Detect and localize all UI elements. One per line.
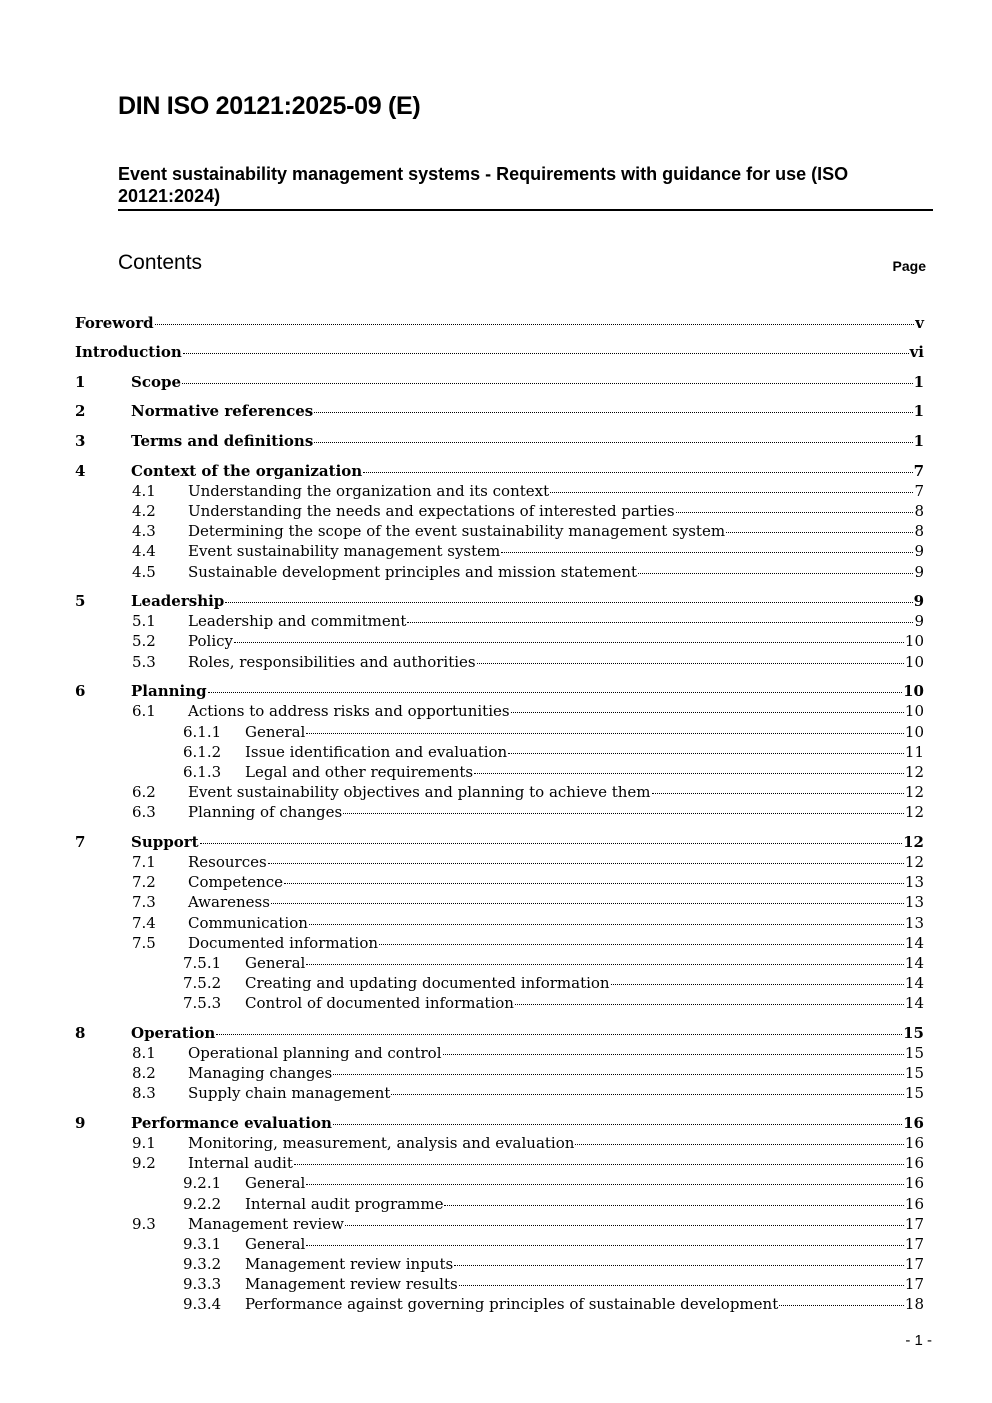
toc-entry[interactable]: [132, 1043, 924, 1063]
toc-entry-page: 12: [904, 803, 924, 821]
toc-entry-number: 9.3.3: [183, 1275, 222, 1293]
toc-entry[interactable]: [183, 1194, 924, 1214]
toc-entry-number: 7.5: [132, 934, 156, 952]
toc-entry[interactable]: [75, 313, 924, 333]
toc-dot-leader: [309, 923, 904, 925]
toc-entry-page: v: [915, 314, 924, 332]
toc-entry-number: 9.3.2: [183, 1255, 222, 1273]
toc-entry-page: 15: [903, 1024, 924, 1042]
toc-entry-page: 8: [914, 522, 924, 540]
toc-entry-page: 16: [904, 1174, 924, 1192]
toc-entry[interactable]: [132, 701, 924, 721]
toc-entry-label: Normative references: [131, 402, 314, 420]
toc-entry-page: 10: [904, 702, 924, 720]
toc-entry-page: 9: [914, 612, 924, 630]
toc-entry-number: 7.3: [132, 893, 156, 911]
toc-entry-number: 8.1: [132, 1044, 156, 1062]
toc-entry-label: Planning: [131, 682, 207, 700]
toc-entry-label: Terms and definitions: [131, 432, 314, 450]
toc-entry-page: 1: [913, 402, 924, 420]
toc-entry-label: Performance against governing principles of sustainable development: [245, 1295, 779, 1313]
toc-entry-label: Awareness: [188, 893, 270, 911]
toc-entry-number: 9.3.1: [183, 1235, 222, 1253]
toc-entry-number: 9: [75, 1114, 86, 1132]
toc-entry-label: Leadership and commitment: [188, 612, 407, 630]
toc-dot-leader: [208, 691, 903, 693]
toc-entry-page: 12: [904, 763, 924, 781]
toc-entry[interactable]: [75, 591, 924, 611]
toc-entry-label: Policy: [188, 632, 233, 650]
toc-entry-page: 11: [904, 743, 924, 761]
toc-entry[interactable]: [132, 652, 924, 672]
toc-dot-leader: [508, 752, 904, 754]
toc-dot-leader: [407, 621, 913, 623]
toc-entry[interactable]: [132, 1214, 924, 1234]
toc-entry-label: Monitoring, measurement, analysis and evaluation: [188, 1134, 575, 1152]
toc-entry-label: Communication: [188, 914, 308, 932]
toc-entry-page: 1: [913, 432, 924, 450]
toc-dot-leader: [306, 732, 904, 734]
toc-entry[interactable]: [75, 1113, 924, 1133]
toc-entry-label: Understanding the needs and expectations of interested parties: [188, 502, 675, 520]
toc-entry-page: 9: [914, 542, 924, 560]
toc-dot-leader: [333, 1123, 902, 1125]
toc-entry-label: Supply chain management: [188, 1084, 391, 1102]
toc-entry-number: 7.5.3: [183, 994, 222, 1012]
toc-entry-label: Operational planning and control: [188, 1044, 442, 1062]
toc-entry-label: Documented information: [188, 934, 379, 952]
toc-entry-page: 18: [904, 1295, 924, 1313]
toc-entry-number: 6.1.2: [183, 743, 222, 761]
toc-entry[interactable]: [183, 722, 924, 742]
toc-dot-leader: [444, 1204, 903, 1206]
toc-entry-number: 9.2: [132, 1154, 156, 1172]
toc-entry[interactable]: [132, 782, 924, 802]
toc-dot-leader: [652, 792, 904, 794]
toc-entry-number: 9.2.1: [183, 1174, 222, 1192]
toc-dot-leader: [314, 411, 912, 413]
toc-dot-leader: [379, 943, 904, 945]
toc-entry-number: 7: [75, 833, 86, 851]
toc-entry-page: 10: [904, 723, 924, 741]
toc-entry-page: 15: [904, 1064, 924, 1082]
toc-entry-label: Management review results: [245, 1275, 458, 1293]
toc-entry[interactable]: [75, 342, 924, 362]
toc-entry-page: 14: [904, 934, 924, 952]
toc-entry-label: Internal audit programme: [245, 1195, 444, 1213]
toc-dot-leader: [779, 1304, 904, 1306]
toc-entry-page: 13: [904, 873, 924, 891]
toc-entry[interactable]: [132, 1153, 924, 1173]
toc-entry-number: 8.2: [132, 1064, 156, 1082]
toc-entry-number: 4: [75, 462, 86, 480]
toc-entry-label: Competence: [188, 873, 284, 891]
toc-dot-leader: [306, 1183, 904, 1185]
toc-dot-leader: [306, 1244, 904, 1246]
toc-entry[interactable]: [132, 481, 924, 501]
toc-entry[interactable]: [132, 892, 924, 912]
toc-entry[interactable]: [183, 1254, 924, 1274]
toc-dot-leader: [268, 862, 904, 864]
toc-entry-page: 17: [904, 1235, 924, 1253]
toc-entry-label: General: [245, 954, 306, 972]
toc-entry-number: 7.2: [132, 873, 156, 891]
toc-entry-number: 9.1: [132, 1134, 156, 1152]
toc-entry-number: 6.3: [132, 803, 156, 821]
toc-entry-label: Determining the scope of the event sustainability management system: [188, 522, 726, 540]
contents-heading: Contents: [118, 251, 203, 274]
toc-dot-leader: [183, 352, 909, 354]
toc-entry-number: 8: [75, 1024, 86, 1042]
toc-entry-label: Scope: [131, 373, 182, 391]
toc-entry-page: 13: [904, 893, 924, 911]
toc-entry-page: 12: [904, 783, 924, 801]
toc-entry-number: 1: [75, 373, 86, 391]
toc-entry-page: vi: [909, 343, 924, 361]
toc-entry-number: 2: [75, 402, 86, 420]
toc-entry-page: 17: [904, 1255, 924, 1273]
toc-entry-number: 6.2: [132, 783, 156, 801]
toc-dot-leader: [391, 1093, 903, 1095]
toc-entry-label: General: [245, 1235, 306, 1253]
toc-entry-number: 5.1: [132, 612, 156, 630]
toc-entry-label: Creating and updating documented information: [245, 974, 610, 992]
toc-entry-number: 4.5: [132, 563, 156, 581]
toc-dot-leader: [216, 1033, 902, 1035]
toc-entry-page: 16: [904, 1154, 924, 1172]
toc-dot-leader: [294, 1163, 904, 1165]
toc-dot-leader: [726, 531, 913, 533]
toc-entry-label: Planning of changes: [188, 803, 343, 821]
toc-entry-label: Actions to address risks and opportunities: [188, 702, 510, 720]
toc-entry-number: 3: [75, 432, 86, 450]
toc-dot-leader: [271, 902, 904, 904]
toc-entry-number: 8.3: [132, 1084, 156, 1102]
toc-entry-page: 7: [913, 462, 924, 480]
toc-entry-page: 15: [904, 1084, 924, 1102]
toc-entry-page: 15: [904, 1044, 924, 1062]
toc-entry[interactable]: [132, 872, 924, 892]
toc-entry-page: 10: [904, 653, 924, 671]
toc-entry-number: 6: [75, 682, 86, 700]
toc-dot-leader: [611, 983, 904, 985]
toc-entry-label: Foreword: [75, 314, 154, 332]
toc-entry-label: Event sustainability management system: [188, 542, 501, 560]
toc-entry-label: General: [245, 723, 306, 741]
toc-dot-leader: [474, 772, 904, 774]
toc-entry[interactable]: [132, 501, 924, 521]
toc-entry-label: Context of the organization: [131, 462, 363, 480]
toc-entry-number: 4.4: [132, 542, 156, 560]
toc-entry[interactable]: [132, 933, 924, 953]
toc-dot-leader: [345, 1224, 904, 1226]
toc-entry-label: Legal and other requirements: [245, 763, 474, 781]
toc-entry-page: 9: [914, 563, 924, 581]
toc-dot-leader: [676, 511, 914, 513]
toc-dot-leader: [225, 601, 912, 603]
toc-entry-number: 4.1: [132, 482, 156, 500]
toc-entry-label: Event sustainability objectives and planning to achieve them: [188, 783, 651, 801]
toc-entry-label: Issue identification and evaluation: [245, 743, 508, 761]
toc-entry-number: 5: [75, 592, 86, 610]
toc-dot-leader: [333, 1073, 904, 1075]
toc-entry[interactable]: [183, 1234, 924, 1254]
toc-dot-leader: [200, 842, 903, 844]
toc-dot-leader: [454, 1264, 904, 1266]
toc-entry[interactable]: [132, 802, 924, 822]
toc-entry-number: 7.5.2: [183, 974, 222, 992]
toc-entry[interactable]: [132, 913, 924, 933]
toc-entry-number: 6.1: [132, 702, 156, 720]
toc-entry[interactable]: [132, 1063, 924, 1083]
toc-entry-page: 14: [904, 954, 924, 972]
toc-entry-label: Managing changes: [188, 1064, 333, 1082]
page-number: - 1 -: [905, 1332, 932, 1349]
toc-entry[interactable]: [183, 1173, 924, 1193]
toc-entry-page: 7: [914, 482, 924, 500]
toc-entry-label: Management review inputs: [245, 1255, 454, 1273]
toc-entry[interactable]: [75, 832, 924, 852]
document-title: DIN ISO 20121:2025-09 (E): [118, 92, 421, 120]
toc-dot-leader: [459, 1284, 904, 1286]
toc-dot-leader: [575, 1143, 903, 1145]
toc-dot-leader: [314, 441, 912, 443]
toc-entry[interactable]: [132, 541, 924, 561]
toc-entry-label: Roles, responsibilities and authorities: [188, 653, 476, 671]
toc-entry-label: Resources: [188, 853, 267, 871]
toc-dot-leader: [343, 812, 904, 814]
toc-entry[interactable]: [75, 431, 924, 451]
document-subtitle: Event sustainability management systems - Requirements with guidance for use (ISO 20121:2024): [118, 163, 933, 211]
toc-entry-number: 7.1: [132, 853, 156, 871]
toc-entry-page: 9: [913, 592, 924, 610]
toc-entry-number: 7.5.1: [183, 954, 222, 972]
toc-entry-page: 8: [914, 502, 924, 520]
toc-entry-page: 16: [903, 1114, 924, 1132]
toc-entry[interactable]: [183, 762, 924, 782]
toc-dot-leader: [501, 551, 913, 553]
toc-entry[interactable]: [183, 742, 924, 762]
toc-entry-page: 10: [903, 682, 924, 700]
toc-entry[interactable]: [132, 521, 924, 541]
toc-dot-leader: [511, 711, 904, 713]
toc-dot-leader: [443, 1053, 904, 1055]
toc-entry-number: 6.1.3: [183, 763, 222, 781]
toc-entry-label: Leadership: [131, 592, 225, 610]
toc-entry-label: Internal audit: [188, 1154, 293, 1172]
toc-dot-leader: [363, 471, 912, 473]
toc-entry-number: 4.2: [132, 502, 156, 520]
toc-entry-number: 9.2.2: [183, 1195, 222, 1213]
toc-dot-leader: [638, 572, 913, 574]
toc-entry[interactable]: [132, 1083, 924, 1103]
toc-entry-number: 5.3: [132, 653, 156, 671]
toc-entry[interactable]: [183, 993, 924, 1013]
toc-entry-page: 13: [904, 914, 924, 932]
toc-entry[interactable]: [183, 1294, 924, 1314]
toc-entry[interactable]: [132, 562, 924, 582]
toc-entry-label: Management review: [188, 1215, 344, 1233]
toc-entry-number: 5.2: [132, 632, 156, 650]
toc-entry-page: 14: [904, 994, 924, 1012]
toc-entry-page: 12: [903, 833, 924, 851]
toc-entry-page: 14: [904, 974, 924, 992]
toc-entry[interactable]: [75, 401, 924, 421]
toc-dot-leader: [234, 641, 904, 643]
toc-entry-label: Understanding the organization and its context: [188, 482, 550, 500]
toc-entry-page: 12: [904, 853, 924, 871]
toc-entry[interactable]: [75, 681, 924, 701]
toc-dot-leader: [515, 1003, 904, 1005]
toc-entry-label: Sustainable development principles and mission statement: [188, 563, 638, 581]
toc-entry[interactable]: [75, 461, 924, 481]
toc-entry-page: 10: [904, 632, 924, 650]
toc-dot-leader: [155, 323, 915, 325]
toc-entry[interactable]: [132, 852, 924, 872]
toc-entry-page: 16: [904, 1134, 924, 1152]
toc-entry-number: 9.3.4: [183, 1295, 222, 1313]
toc-entry-label: Performance evaluation: [131, 1114, 332, 1132]
toc-entry-number: 4.3: [132, 522, 156, 540]
toc-entry[interactable]: [183, 973, 924, 993]
toc-entry-page: 17: [904, 1275, 924, 1293]
toc-entry[interactable]: [183, 1274, 924, 1294]
toc-dot-leader: [306, 963, 904, 965]
toc-entry[interactable]: [132, 1133, 924, 1153]
toc-dot-leader: [284, 882, 904, 884]
toc-entry-number: 7.4: [132, 914, 156, 932]
toc-entry-page: 16: [904, 1195, 924, 1213]
toc-entry[interactable]: [183, 953, 924, 973]
page-column-label: Page: [892, 258, 926, 274]
toc-entry-label: Operation: [131, 1024, 216, 1042]
toc-entry-label: Introduction: [75, 343, 182, 361]
toc-dot-leader: [477, 662, 904, 664]
toc-entry[interactable]: [75, 1023, 924, 1043]
toc-dot-leader: [550, 491, 913, 493]
toc-entry-label: Control of documented information: [245, 994, 514, 1012]
toc-entry-label: Support: [131, 833, 199, 851]
toc-entry[interactable]: [132, 611, 924, 631]
toc-entry-number: 6.1.1: [183, 723, 222, 741]
toc-entry[interactable]: [132, 631, 924, 651]
toc-dot-leader: [182, 382, 913, 384]
toc-entry[interactable]: [75, 372, 924, 392]
toc-entry-page: 17: [904, 1215, 924, 1233]
toc-entry-number: 9.3: [132, 1215, 156, 1233]
toc-entry-label: General: [245, 1174, 306, 1192]
toc-entry-page: 1: [913, 373, 924, 391]
